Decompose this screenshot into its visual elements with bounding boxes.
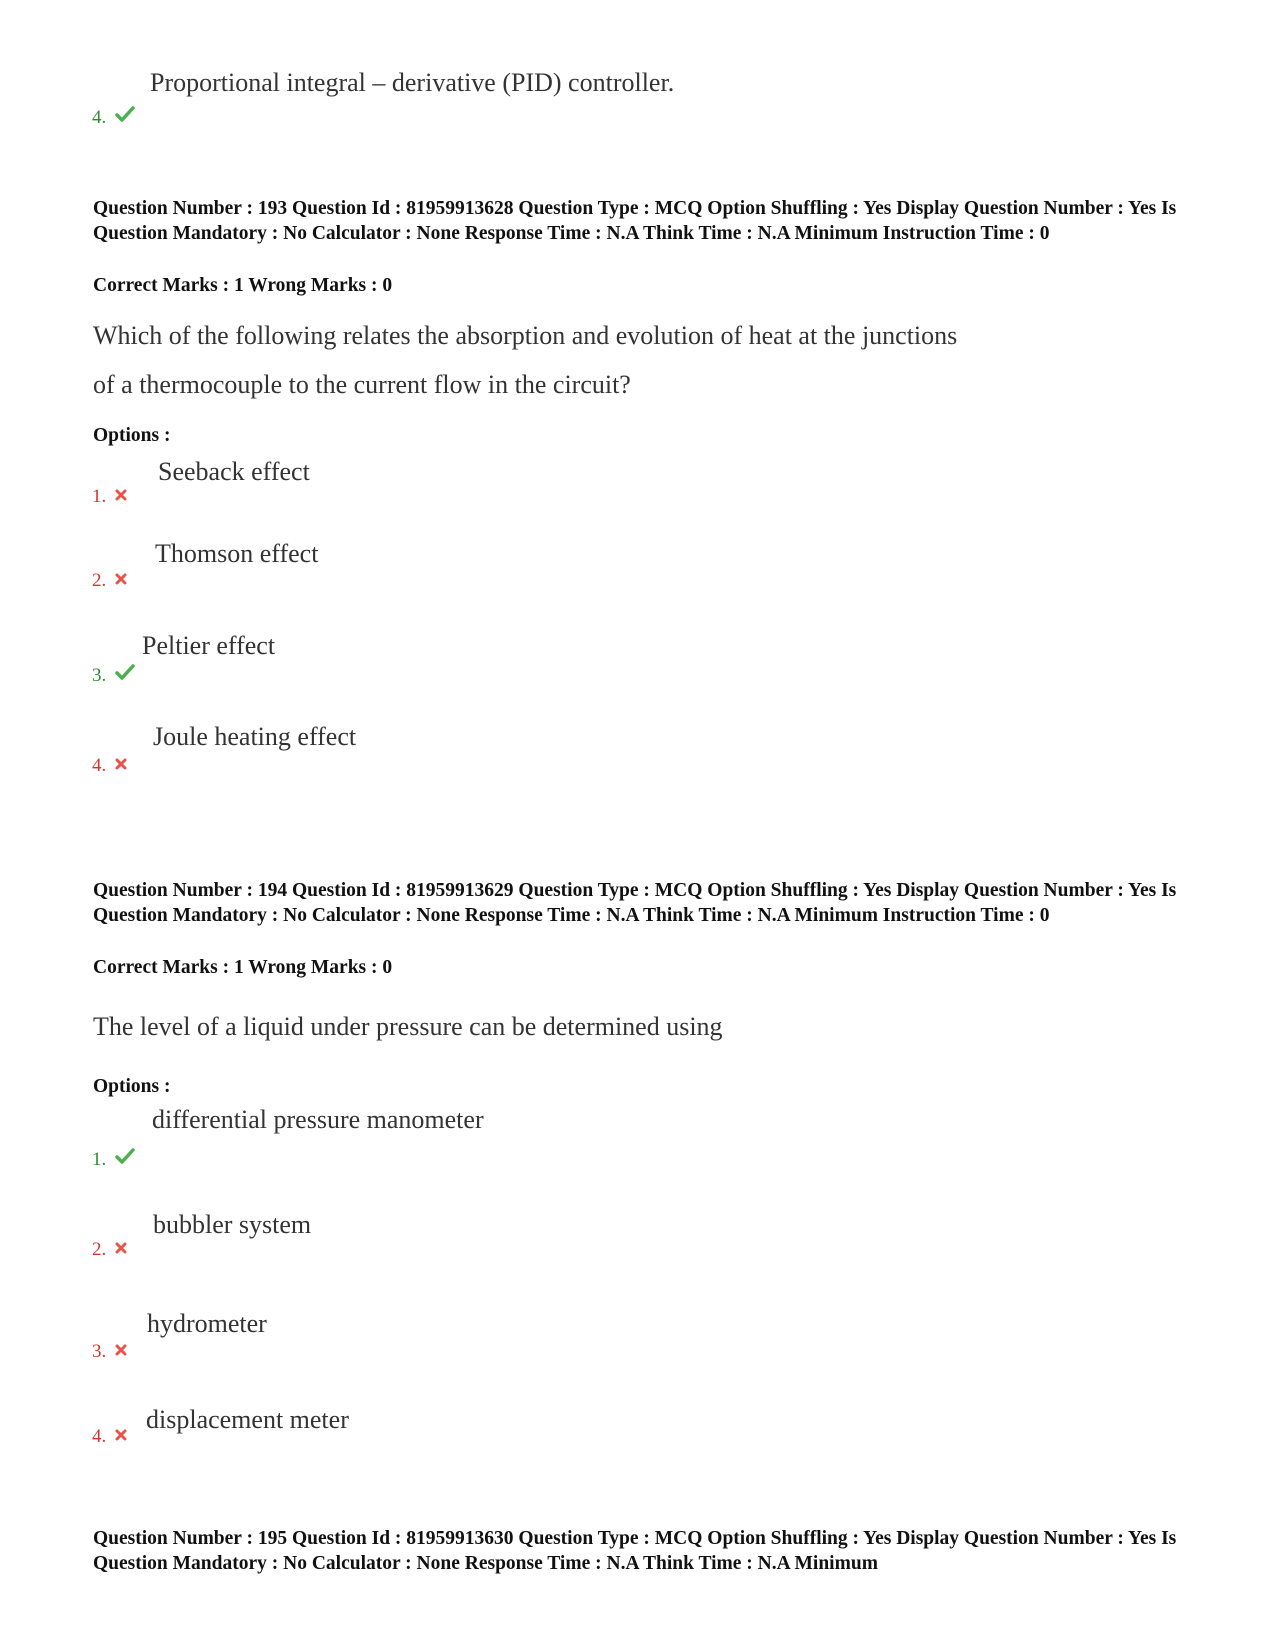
option-text: Proportional integral – derivative (PID) controller. [150,68,675,97]
options-label: Options : [93,1076,171,1097]
option-number-label: 3. [92,665,107,686]
option-number-label: 4. [92,1426,107,1447]
option-number [92,664,135,687]
cross-icon [115,1429,127,1441]
cross-icon [115,758,127,770]
question-text [93,311,957,409]
option-number [92,1426,127,1448]
option-text: differential pressure manometer [152,1105,484,1134]
question-text [93,1002,723,1051]
option-number [92,570,127,592]
question-text-line: of a thermocouple to the current flow in the circuit? [93,370,631,399]
question-text-line: Which of the following relates the absorption and evolution of heat at the junctions [93,321,958,350]
question-text-line: The level of a liquid under pressure can be determined using [93,1012,723,1041]
option-text: Thomson effect [155,539,319,568]
option-number-label: 2. [92,1239,107,1260]
option-text: Joule heating effect [153,722,357,751]
check-icon [115,664,135,680]
option-number [92,1341,127,1363]
option-text: Seeback effect [158,457,310,486]
option-number-label: 1. [92,1149,107,1170]
question-marks: Correct Marks : 1 Wrong Marks : 0 [93,275,393,296]
check-icon [115,106,135,122]
option-text: Peltier effect [142,631,276,660]
cross-icon [115,489,127,501]
options-label: Options : [93,425,171,446]
option-text: bubbler system [153,1210,312,1239]
option-number-label: 3. [92,1341,107,1362]
option-number-label: 2. [92,570,107,591]
cross-icon [115,573,127,585]
question-meta: Question Number : 194 Question Id : 81959913629 Question Type : MCQ Option Shuffling : Yes Display Question Number : Yes Is Question Mandatory : No Calculator : None Response Time : N.A Think Time : N.A Minimum Instruction Time : 0 [93,880,1177,926]
question-marks: Correct Marks : 1 Wrong Marks : 0 [93,957,393,978]
option-number [92,106,135,129]
option-number-label: 4. [92,755,107,776]
option-number [92,1148,135,1171]
option-number [92,755,127,777]
option-number [92,1239,127,1261]
cross-icon [115,1344,127,1356]
question-meta: Question Number : 195 Question Id : 81959913630 Question Type : MCQ Option Shuffling : Yes Display Question Number : Yes Is Question Mandatory : No Calculator : None Response Time : N.A Think Time : N.A Minimum [93,1528,1177,1574]
option-number-label: 4. [92,107,107,128]
option-number [92,486,127,508]
option-text: displacement meter [146,1405,349,1434]
option-text: hydrometer [147,1309,267,1338]
cross-icon [115,1242,127,1254]
option-number-label: 1. [92,486,107,507]
check-icon [115,1148,135,1164]
question-meta: Question Number : 193 Question Id : 81959913628 Question Type : MCQ Option Shuffling : Yes Display Question Number : Yes Is Question Mandatory : No Calculator : None Response Time : N.A Think Time : N.A Minimum Instruction Time : 0 [93,198,1177,244]
